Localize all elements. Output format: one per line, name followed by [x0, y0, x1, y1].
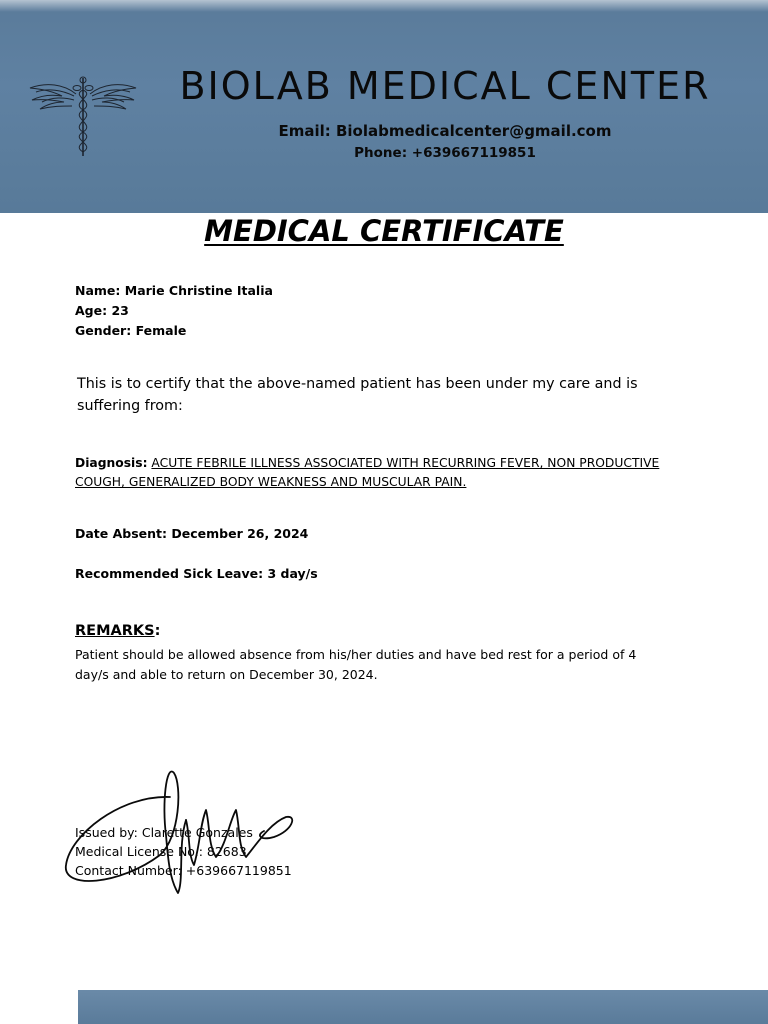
remarks-colon: : [154, 623, 161, 639]
medical-license: Medical License No.: 82683 [75, 844, 247, 859]
age-label: Age: [75, 303, 108, 318]
certify-statement: This is to certify that the above-named patient has been under my care and is suffering from: [77, 376, 638, 414]
contact-email: Email: Biolabmedicalcenter@gmail.com [278, 122, 612, 140]
remarks-heading [75, 623, 160, 639]
date-absent-label: Date Absent: [75, 526, 168, 541]
letterhead [0, 0, 768, 213]
certificate-title [0, 214, 768, 248]
gender-label: Gender: [75, 323, 132, 338]
footer-bar [78, 990, 768, 1024]
diagnosis-block [75, 454, 685, 492]
patient-age-line [75, 301, 129, 321]
issued-by: Issued by: Clarette Gonzales [75, 825, 253, 840]
patient-name-line [75, 281, 273, 301]
name-value: Marie Christine Italia [124, 283, 273, 298]
letterhead-sheen [0, 0, 768, 12]
sick-leave-line [75, 564, 318, 584]
contact-number: Contact Number: +639667119851 [75, 863, 292, 878]
remarks-heading-text: REMARKS [75, 623, 155, 639]
certificate-title-text: MEDICAL CERTIFICATE [204, 214, 564, 248]
remarks-body: Patient should be allowed absence from his/her duties and have bed rest for a period of 4 day/s and able to return on December 30, 2024. [75, 647, 637, 682]
gender-value: Female [135, 323, 187, 338]
age-value: 23 [111, 303, 129, 318]
date-absent-value: December 26, 2024 [171, 526, 309, 541]
sick-leave-value: 3 day/s [267, 566, 318, 581]
handwritten-signature [60, 765, 300, 900]
diagnosis-label: Diagnosis: [75, 456, 148, 470]
diagnosis-value: ACUTE FEBRILE ILLNESS ASSOCIATED WITH RECURRING FEVER, NON PRODUCTIVE COUGH, GENERALIZED BODY WEAKNESS AND MUSCULAR PAIN. [75, 456, 660, 489]
name-label: Name: [75, 283, 121, 298]
patient-gender-line [75, 321, 186, 341]
caduceus-logo-icon [26, 72, 140, 160]
contact-phone: Phone: +639667119851 [354, 145, 536, 161]
sick-leave-label: Recommended Sick Leave: [75, 566, 264, 581]
center-name: BIOLAB MEDICAL CENTER [179, 64, 711, 108]
date-absent-line [75, 524, 308, 544]
